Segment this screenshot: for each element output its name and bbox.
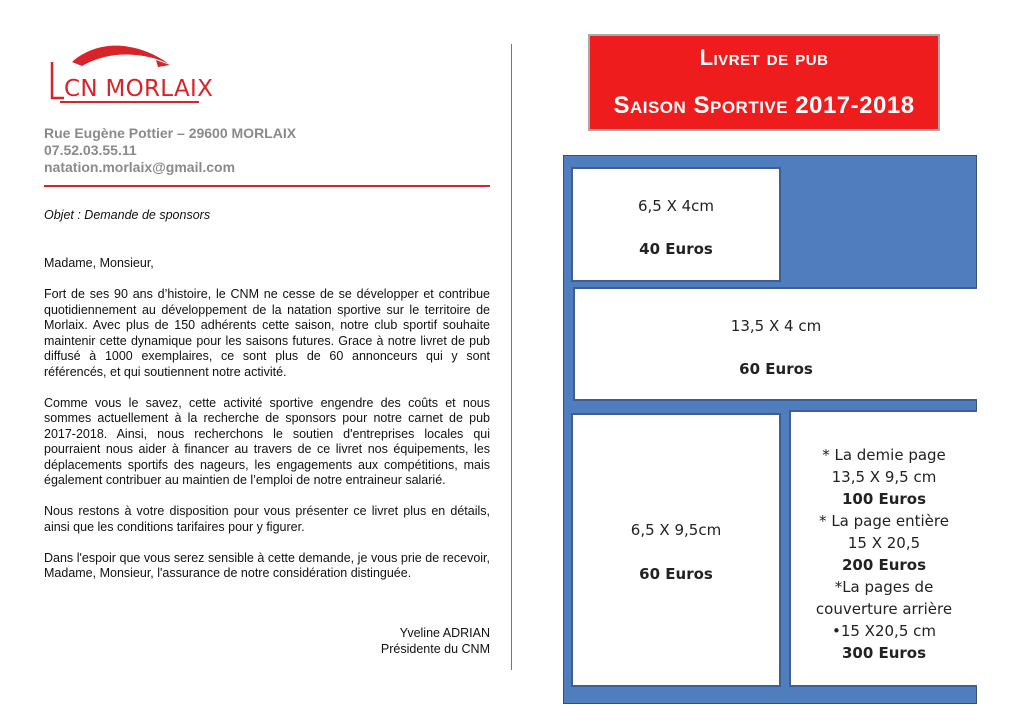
ad-format-small [571, 167, 781, 282]
page-fold-divider [511, 44, 512, 670]
back-cover-label: *La pages de [834, 578, 934, 596]
title-line-1: Livret de pub [699, 45, 829, 70]
sender-email: natation.morlaix@gmail.com [44, 159, 236, 175]
ad-price: 60 Euros [739, 360, 813, 378]
full-page-size: 15 X 20,5 [847, 534, 921, 552]
half-page-label: * La demie page [822, 446, 946, 464]
letter-paragraph: Dans l'espoir que vous serez sensible à cette demande, je vous prie de recevoir, Madame, Monsieur, l'assurance de notre considération distinguée. [44, 550, 490, 580]
signature-name: Yveline ADRIAN [399, 626, 490, 640]
ad-format-tall [571, 413, 781, 687]
letter-paragraph: Nous restons à votre disposition pour vous présenter ce livret plus en détails, ainsi que les conditions tarifaires pour y figurer. [44, 504, 490, 534]
ad-size: 13,5 X 4 cm [730, 317, 822, 335]
letter-salutation: Madame, Monsieur, [44, 256, 154, 270]
back-cover-label-2: couverture arrière [815, 600, 953, 618]
half-page-price: 100 Euros [841, 490, 927, 508]
title-line-2: Saison Sportive 2017-2018 [613, 92, 915, 119]
sender-address-block [44, 125, 296, 176]
ad-format-wide [573, 287, 977, 401]
back-cover-price: 300 Euros [841, 644, 927, 662]
letter-paragraph: Fort de ses 90 ans d’histoire, le CNM ne cesse de se développer et contribue quotidiennement au développement de la natation sportive sur le territoire de Morlaix. Avec plus de 150 adhérents cette saison, notre club sportif souhaite maintenir cette dynamique pour les saisons futures. Grace à notre livret de pub diffusé à 1000 exemplaires, ce sont plus de 60 annonceurs qui y sont référencés, et qui soutiennent notre activité. [44, 287, 490, 379]
ad-price: 40 Euros [639, 240, 713, 258]
club-logo [44, 40, 214, 110]
letter-body [44, 256, 490, 597]
letter-paragraph: Comme vous le savez, cette activité sportive engendre des coûts et nous sommes actuellement à la recherche de sponsors pour notre carnet de pub 2017-2018. Ainsi, nous recherchons le soutien d'entreprises locales qui pourraient nous aider à financer au travers de ce livret nos équipements, les déplacements sportifs des nageurs, les engagements aux compétitions, mais également contribuer au maintien de l’emploi de notre entraineur salarié. [44, 395, 490, 487]
logo-text: CN MORLAIX [64, 76, 214, 102]
full-page-price: 200 Euros [841, 556, 927, 574]
ad-price: 60 Euros [639, 565, 713, 583]
title-banner [588, 34, 940, 131]
letter-object: Objet : Demande de sponsors [44, 208, 211, 222]
ad-pages-list [791, 444, 977, 664]
signature-block [381, 626, 490, 657]
half-page-size: 13,5 X 9,5 cm [831, 468, 937, 486]
back-cover-size: •15 X20,5 cm [831, 622, 936, 640]
ad-format-pages [789, 410, 977, 687]
ad-size: 6,5 X 9,5cm [630, 521, 722, 539]
signature-role: Présidente du CNM [380, 641, 490, 656]
sender-phone: 07.52.03.55.11 [44, 142, 137, 158]
ad-size: 6,5 X 4cm [637, 197, 715, 215]
sender-address: Rue Eugène Pottier – 29600 MORLAIX [44, 125, 297, 141]
header-divider [44, 185, 490, 187]
full-page-label: * La page entière [819, 512, 949, 530]
